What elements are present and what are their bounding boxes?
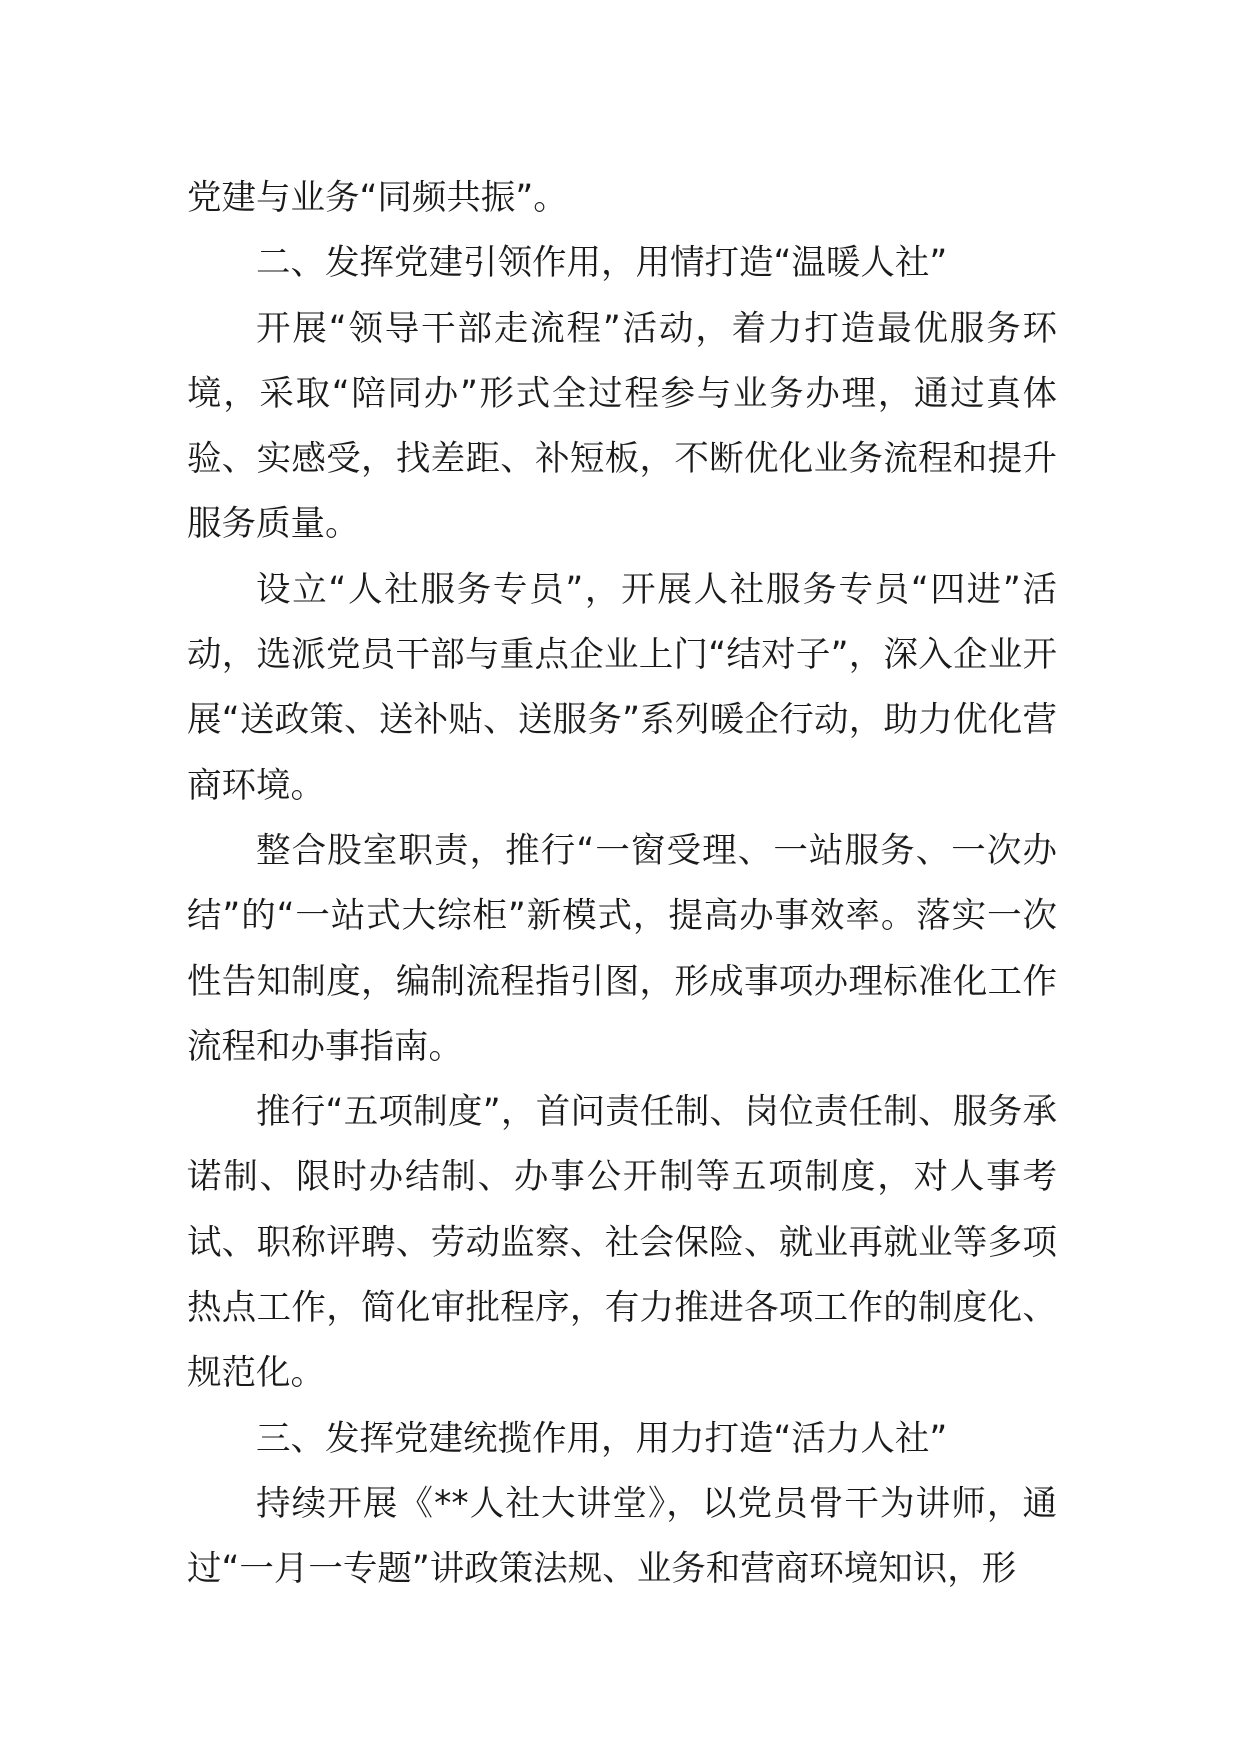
paragraph-body: 整合股室职责，推行“一窗受理、一站服务、一次办结”的“一站式大综柜”新模式，提高办事效率。落实一次性告知制度，编制流程指引图，形成事项办理标准化工作流程和办事指南。 [187, 830, 1057, 1067]
paragraph-body: 推行“五项制度”，首问责任制、岗位责任制、服务承诺制、限时办结制、办事公开制等五项制度，对人事考试、职称评聘、劳动监察、社会保险、就业再就业等多项热点工作，简化审批程序，有力推进各项工作的制度化、规范化。 [187, 1092, 1057, 1394]
paragraph-body: 持续开展《**人社大讲堂》，以党员骨干为讲师，通过“一月一专题”讲政策法规、业务和营商环境知识，形 [187, 1483, 1057, 1590]
paragraph-body: 开展“领导干部走流程”活动，着力打造最优服务环境，采取“陪同办”形式全过程参与业务办理，通过真体验、实感受，找差距、补短板，不断优化业务流程和提升服务质量。 [187, 308, 1057, 545]
section-heading-2: 二、发挥党建引领作用，用情打造“温暖人社” [256, 243, 948, 284]
paragraph-body: 设立“人社服务专员”，开展人社服务专员“四进”活动，选派党员干部与重点企业上门“结对子”，深入企业开展“送政策、送补贴、送服务”系列暖企行动，助力优化营商环境。 [187, 569, 1057, 806]
document-body [187, 166, 1057, 1603]
paragraph-continuation: 党建与业务“同频共振”。 [187, 178, 568, 218]
section-heading-3: 三、发挥党建统揽作用，用力打造“活力人社” [256, 1418, 948, 1459]
